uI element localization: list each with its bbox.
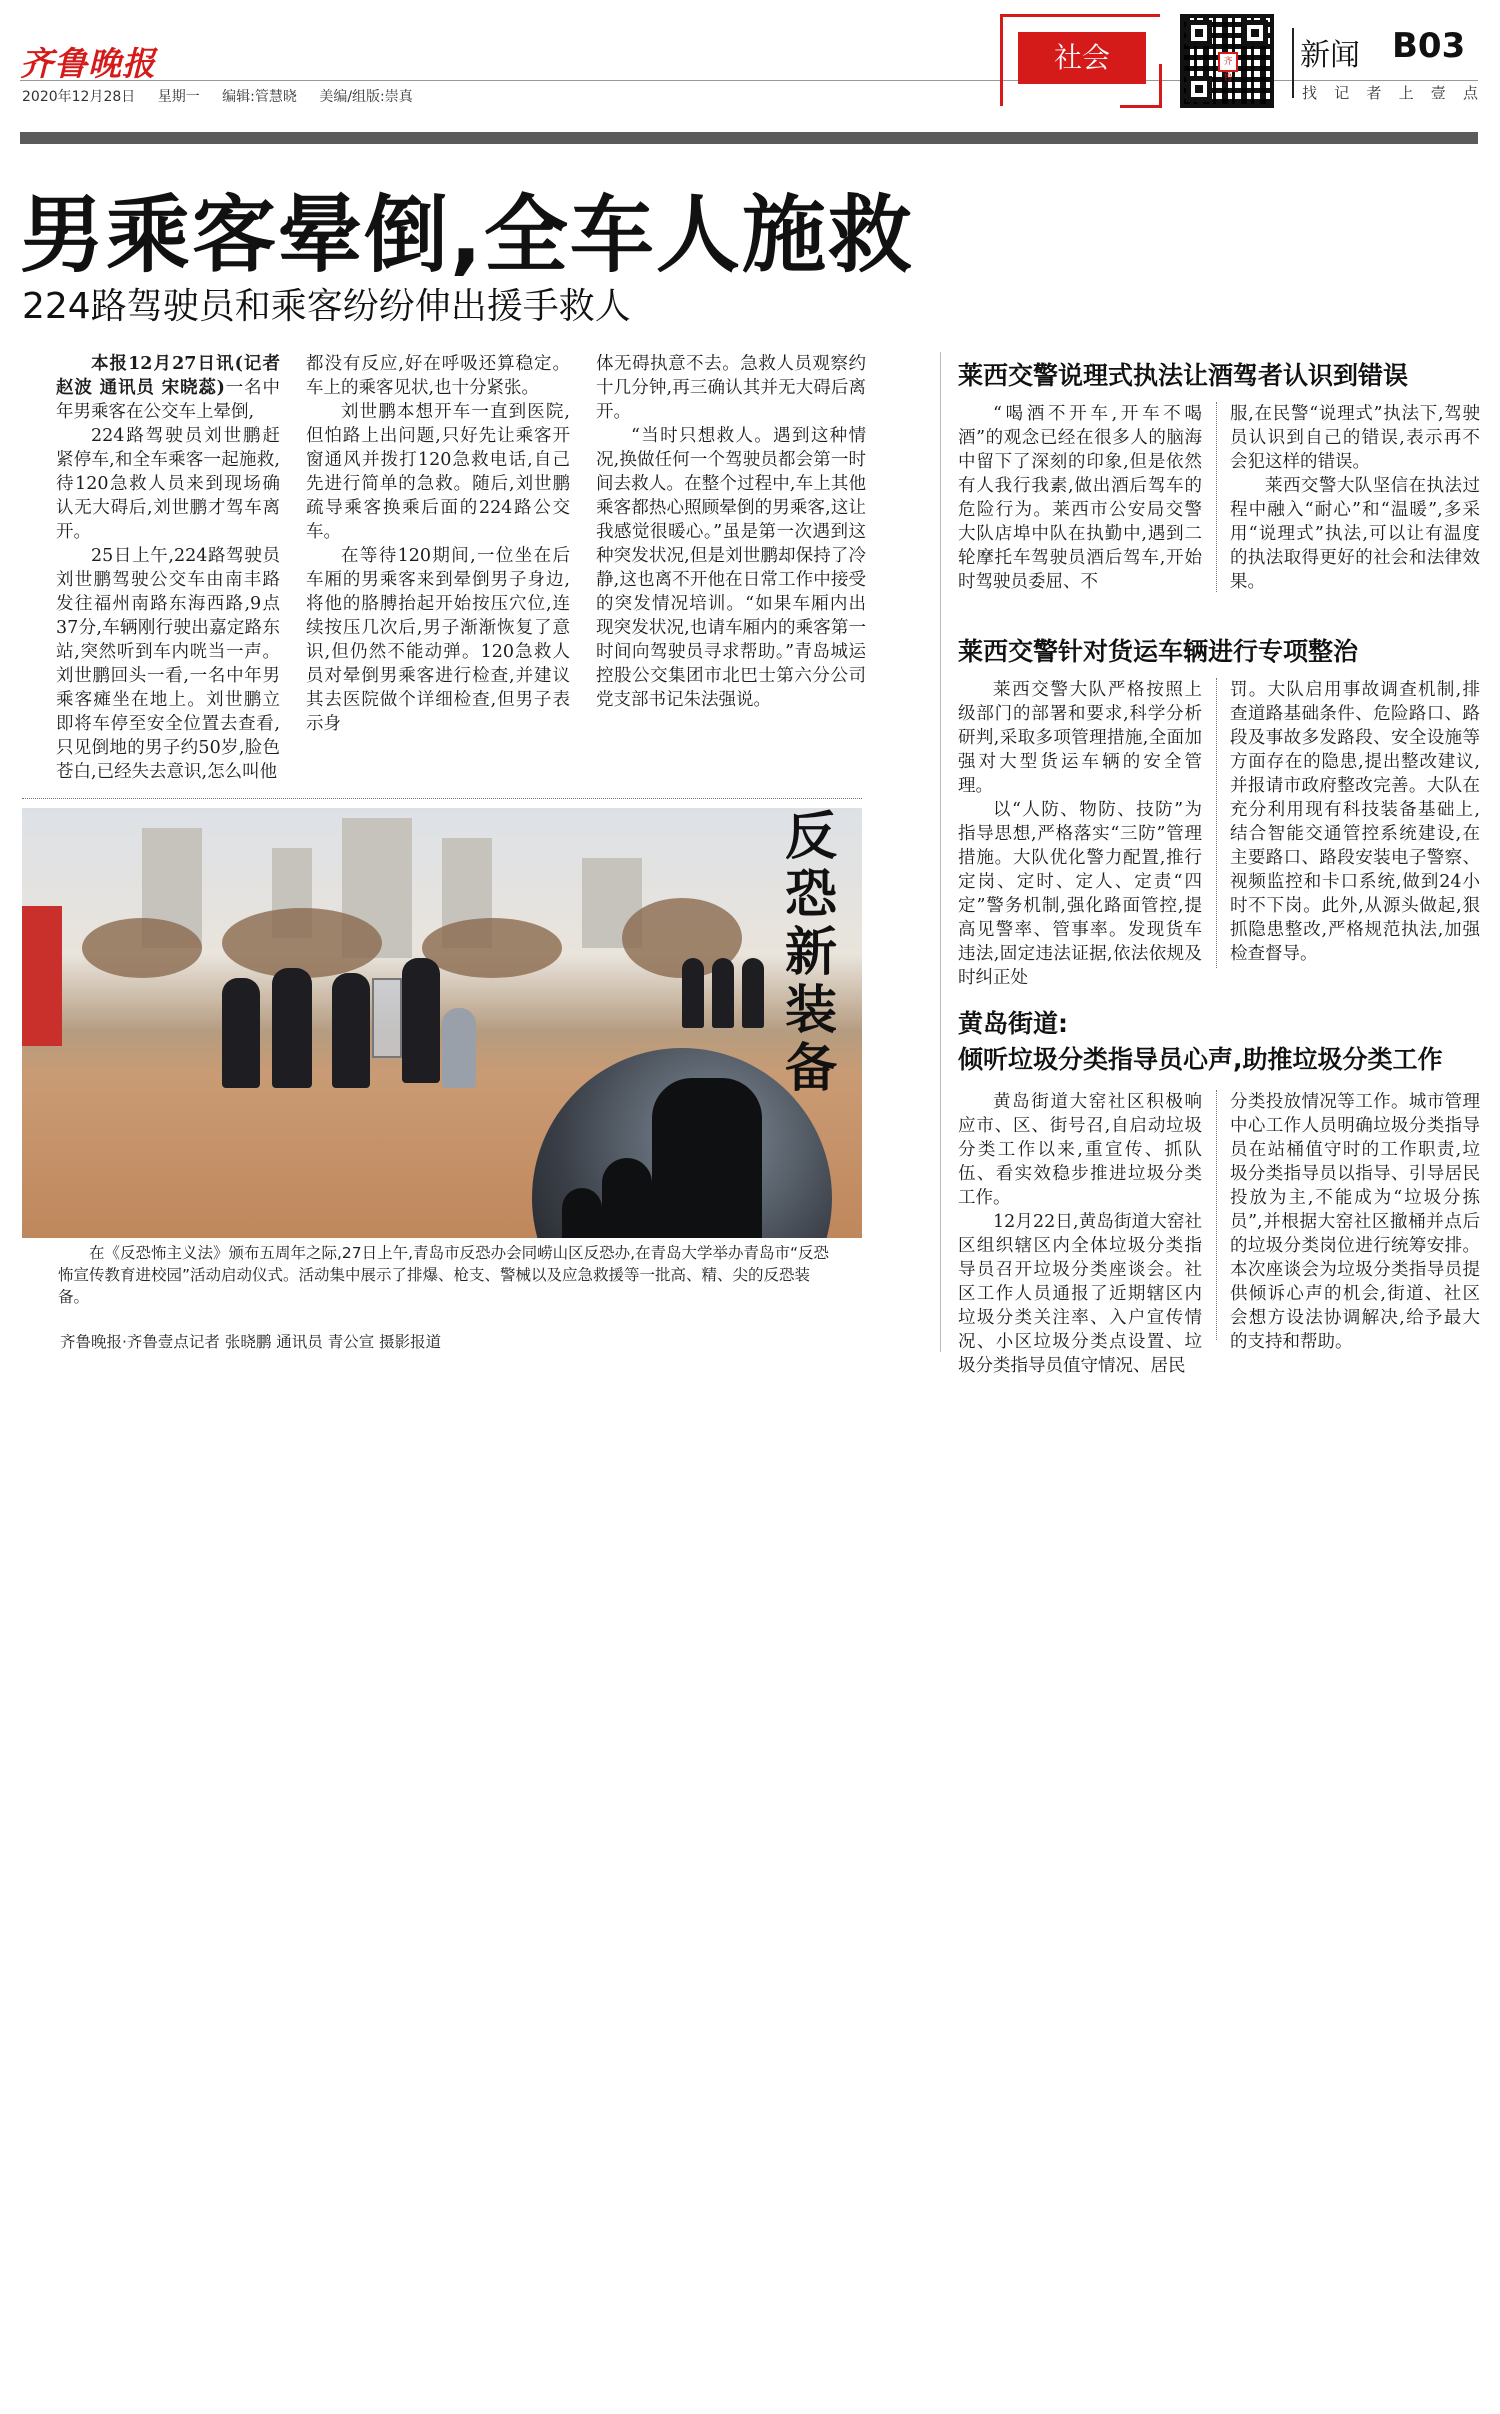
article-text: 罚。大队启用事故调查机制,排查道路基础条件、危险路口、路段及事故多发路段、安全设施等方面存在的隐患,提出整改建议,并报请市政府整改完善。大队在充分利用现有科技装备基础上,结合智能交通管控系统建设,在主要路口、路段安装电子警察、视频监控和卡口系统,做到24小时不下岗。此外,从源头做起,狠抓隐患整改,严格规范执法,加强检查督导。	[1230, 680, 1480, 964]
photo-officer	[742, 958, 764, 1028]
article-paragraph	[958, 1210, 1202, 1378]
article-text: 一名中年男乘客在公交车上晕倒,	[56, 378, 280, 422]
header-rule	[20, 132, 1478, 144]
story3-column-1	[958, 678, 1202, 990]
article-text: 莱西交警大队严格按照上级部门的部署和要求,科学分析研判,采取多项管理措施,全面加强对大型货运车辆的安全管理。	[958, 680, 1202, 796]
motto-char: 上	[1398, 84, 1414, 102]
qr-finder-icon	[1242, 20, 1268, 46]
article-paragraph	[1230, 1090, 1480, 1354]
photo-shield	[372, 978, 402, 1058]
article-paragraph	[1230, 402, 1480, 474]
story4-column-2	[1230, 1090, 1480, 1354]
article-text: 服,在民警“说理式”执法下,驾驶员认识到自己的错误,表示再不会犯这样的错误。	[1230, 404, 1480, 472]
masthead-separator	[1292, 28, 1294, 98]
photo-officer	[682, 958, 704, 1028]
main-subhead: 224路驾驶员和乘客纷纷伸出援手救人	[22, 286, 631, 327]
motto-char: 壹	[1430, 84, 1446, 102]
editor-credit: 编辑:管慧晓	[222, 89, 297, 105]
photo-tree	[422, 918, 562, 978]
article-text: 12月22日,黄岛街道大窑社区组织辖区内全体垃圾分类指导员召开垃圾分类座谈会。社区工作人员通报了近期辖区内垃圾分类关注率、入户宣传情况、小区垃圾分类点设置、垃圾分类指导员值守情况、居民	[958, 1212, 1202, 1376]
main-headline: 男乘客晕倒,全车人施救	[20, 186, 914, 284]
article-text: 25日上午,224路驾驶员刘世鹏驾驶公交车由南丰路发往福州南路东海西路,9点37分,车辆刚行驶出嘉定路东站,突然听到车内咣当一声。刘世鹏回头一看,一名中年男乘客瘫坐在地上。刘世鹏立即将车停至安全位置去查看,只见倒地的男子约50岁,脸色苍白,已经失去意识,怎么叫他	[56, 546, 280, 782]
article-text: 黄岛街道大窑社区积极响应市、区、街号召,自启动垃圾分类工作以来,重宣传、抓队伍、看实效稳步推进垃圾分类工作。	[958, 1092, 1202, 1208]
photo-tree	[222, 908, 382, 978]
qr-logo: 齐鲁	[1218, 52, 1238, 72]
photo-officer	[712, 958, 734, 1028]
main-column-1	[56, 352, 280, 784]
motto-char: 者	[1366, 84, 1382, 102]
masthead-meta	[22, 86, 431, 106]
photo-inset-officer	[562, 1188, 602, 1238]
story3-column-2	[1230, 678, 1480, 966]
qr-code-icon[interactable]	[1180, 14, 1274, 108]
news-photo[interactable]	[22, 808, 862, 1238]
article-byline: 本报12月27日讯(记者 赵波 通讯员 宋晓蕊)	[56, 354, 280, 398]
article-paragraph	[56, 352, 280, 424]
article-text: “当时只想救人。遇到这种情况,换做任何一个驾驶员都会第一时间去救人。在整个过程中,车上其他乘客都热心照顾晕倒的男乘客,这让我感觉很暖心。”虽是第一次遇到这种突发状况,但是刘世鹏却保持了冷静,这也离不开他在日常工作中接受的突发情况培训。“如果车厢内出现突发状况,也请车厢内的乘客第一时间向驾驶员寻求帮助。”青岛城运控股公交集团市北巴士第六分公司党支部书记朱法强说。	[596, 426, 866, 710]
article-text: 在等待120期间,一位坐在后车厢的男乘客来到晕倒男子身边,将他的胳膊抬起开始按压穴位,连续按压几次后,男子渐渐恢复了意识,但仍然不能动弹。120急救人员对晕倒男乘客进行检查,并建议其去医院做个详细检查,但男子表示身	[306, 546, 570, 734]
motto	[1302, 82, 1478, 103]
article-text: 刘世鹏本想开车一直到医院,但怕路上出问题,只好先让乘客开窗通风并拨打120急救电话,自己先进行简单的急救。随后,刘世鹏疏导乘客换乘后面的224路公交车。	[306, 402, 570, 542]
article-text: 分类投放情况等工作。城市管理中心工作人员明确垃圾分类指导员在站桶值守时的工作职责,垃圾分类指导员以指导、引导居民投放为主,不能成为“垃圾分拣员”,并根据大窑社区撤桶并点后的垃圾分类岗位进行统筹安排。本次座谈会为垃圾分类指导员提供倾诉心声的机会,街道、社区会想方设法协调解决,给予最大的支持和帮助。	[1230, 1092, 1480, 1352]
issue-weekday: 星期一	[157, 89, 200, 105]
article-paragraph	[958, 798, 1202, 990]
article-paragraph	[56, 424, 280, 544]
article-paragraph	[1230, 474, 1480, 594]
section-tag: 社会	[1018, 32, 1146, 84]
qr-finder-icon	[1186, 20, 1212, 46]
photo-officer	[332, 973, 370, 1088]
design-credit: 美编/组版:崇真	[319, 89, 413, 105]
photo-fire-truck	[22, 906, 62, 1046]
issue-date: 2020年12月28日	[22, 89, 136, 105]
story2-column-divider	[1216, 402, 1217, 592]
story3-headline: 莱西交警针对货运车辆进行专项整治	[958, 637, 1359, 666]
photo-officer	[402, 958, 440, 1083]
photo-officer	[272, 968, 312, 1088]
article-paragraph	[306, 352, 570, 400]
story4-headline-line1: 黄岛街道:	[958, 1009, 1068, 1038]
motto-char: 记	[1334, 84, 1350, 102]
page-number: B03	[1392, 26, 1466, 66]
photo-credit: 齐鲁晚报·齐鲁壹点记者 张晓鹏 通讯员 青公宣 摄影报道	[60, 1333, 442, 1351]
article-paragraph	[1230, 678, 1480, 966]
article-text: 都没有反应,好在呼吸还算稳定。车上的乘客见状,也十分紧张。	[306, 354, 570, 398]
article-paragraph	[958, 678, 1202, 798]
photo-tree	[82, 918, 202, 978]
article-paragraph	[958, 402, 1202, 594]
article-paragraph	[56, 544, 280, 784]
photo-inset-officer	[602, 1158, 652, 1238]
article-text: “喝酒不开车,开车不喝酒”的观念已经在很多人的脑海中留下了深刻的印象,但是依然有人我行我素,做出酒后驾车的危险行为。莱西市公安局交警大队店埠中队在执勤中,遇到二轮摩托车驾驶员酒后驾车,开始时驾驶员委屈、不	[958, 404, 1202, 592]
photo-inset-officer	[652, 1078, 762, 1238]
story2-column-2	[1230, 402, 1480, 594]
column-divider	[940, 352, 941, 1352]
story2-headline: 莱西交警说理式执法让酒驾者认识到错误	[958, 361, 1409, 390]
photo-divider	[22, 798, 862, 799]
article-text: 莱西交警大队坚信在执法过程中融入“耐心”和“温暖”,多采用“说理式”执法,可以让有温度的执法取得更好的社会和法律效果。	[1230, 476, 1480, 592]
story4-column-divider	[1216, 1090, 1217, 1340]
page-label: 新闻	[1300, 38, 1360, 73]
photo-officer	[222, 978, 260, 1088]
article-paragraph	[306, 544, 570, 736]
article-paragraph	[596, 424, 866, 712]
motto-char: 找	[1302, 84, 1318, 102]
photo-person	[442, 1008, 476, 1088]
article-text: 224路驾驶员刘世鹏赶紧停车,和全车乘客一起施救,待120急救人员来到现场确认无大碍后,刘世鹏才驾车离开。	[56, 426, 280, 542]
article-paragraph	[596, 352, 866, 424]
article-text: 以“人防、物防、技防”为指导思想,严格落实“三防”管理措施。大队优化警力配置,推行定岗、定时、定人、定责“四定”警务机制,强化路面管控,提高见警率、管事率。发现货车违法,固定违法证据,依法依规及时纠正处	[958, 800, 1202, 988]
article-text: 体无碍执意不去。急救人员观察约十几分钟,再三确认其并无大碍后离开。	[596, 354, 866, 422]
main-column-3	[596, 352, 866, 712]
photo-title: 反恐新装备	[784, 807, 837, 1099]
story4-headline-line2: 倾听垃圾分类指导员心声,助推垃圾分类工作	[958, 1045, 1443, 1074]
story2-column-1	[958, 402, 1202, 594]
photo-caption: 在《反恐怖主义法》颁布五周年之际,27日上午,青岛市反恐办会同崂山区反恐办,在青岛大学举办青岛市“反恐怖宣传教育进校园”活动启动仪式。活动集中展示了排爆、枪支、警械以及应急救援等一批高、精、尖的反恐装备。	[58, 1244, 830, 1306]
article-paragraph	[306, 400, 570, 544]
newspaper-logo: 齐鲁晚报	[20, 44, 156, 83]
motto-char: 点	[1462, 84, 1478, 102]
main-column-2	[306, 352, 570, 736]
story4-column-1	[958, 1090, 1202, 1378]
qr-finder-icon	[1186, 76, 1212, 102]
article-paragraph	[958, 1090, 1202, 1210]
story3-column-divider	[1216, 678, 1217, 968]
